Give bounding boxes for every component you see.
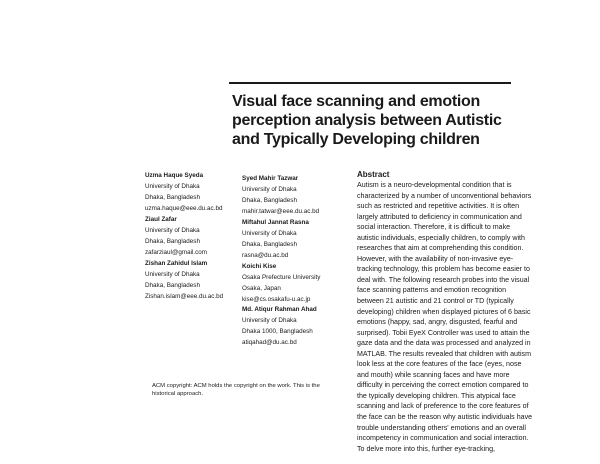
author-email: uzma.haque@eee.du.ac.bd bbox=[145, 205, 223, 212]
title-line: and Typically Developing children bbox=[232, 131, 480, 148]
author-block bbox=[145, 170, 222, 214]
author-name: Ziaul Zafar bbox=[145, 216, 177, 223]
abstract-line: face scanning patterns and emotion recognition bbox=[357, 286, 507, 295]
author-name: Syed Mahir Tazwar bbox=[242, 175, 299, 182]
author-location: Dhaka, Bangladesh bbox=[145, 282, 200, 289]
author-email: atiqahad@du.ac.bd bbox=[242, 339, 297, 346]
abstract-line: MATLAB. The results revealed that children with autism bbox=[357, 349, 532, 358]
author-affiliation: University of Dhaka bbox=[242, 230, 297, 237]
author-email: rasna@du.ac.bd bbox=[242, 252, 289, 259]
abstract-line: deal with. The following research probes into the visual bbox=[357, 275, 530, 284]
author-block bbox=[145, 258, 223, 302]
abstract-line: the face can be the reason why autistic individuals have bbox=[357, 413, 533, 422]
author-block bbox=[242, 217, 309, 261]
paper-title bbox=[232, 92, 532, 149]
abstract-line: gaze data and the data was processed and analyzed in bbox=[357, 339, 531, 348]
abstract-heading: Abstract bbox=[357, 170, 390, 179]
abstract-line: Autism is a neuro-developmental condition that is bbox=[357, 181, 512, 189]
author-block bbox=[242, 261, 320, 305]
abstract-line: social interaction. Therefore, it is difficult to make bbox=[357, 223, 511, 232]
author-location: Dhaka, Bangladesh bbox=[145, 194, 200, 201]
author-name: Zishan Zahidul Islam bbox=[145, 260, 208, 267]
author-location: Dhaka, Bangladesh bbox=[145, 238, 200, 245]
title-rule bbox=[229, 82, 511, 84]
abstract-line: developing) children when displayed pictures of 6 basic bbox=[357, 307, 531, 316]
author-name: Koichi Kise bbox=[242, 263, 277, 270]
author-location: Dhaka, Bangladesh bbox=[242, 241, 297, 248]
abstract-line: autistic individuals, especially children, to comply with bbox=[357, 233, 525, 242]
author-email: kise@cs.osakafu-u.ac.jp bbox=[242, 296, 311, 303]
author-block bbox=[242, 304, 317, 348]
author-affiliation: University of Dhaka bbox=[242, 317, 297, 324]
abstract-line: To delve more into this, further eye-tracking, bbox=[357, 444, 495, 453]
author-affiliation: University of Dhaka bbox=[145, 271, 200, 278]
abstract-line: such as restricted and repetitive activities. It is often bbox=[357, 202, 520, 211]
author-block bbox=[145, 214, 207, 258]
abstract-line: scanning and lack of preference to the core features of bbox=[357, 402, 529, 411]
copyright-notice bbox=[152, 382, 320, 398]
author-email: zafarziaul@gmail.com bbox=[145, 249, 208, 256]
abstract-line: difficulty in perceiving the correct emotion compared to bbox=[357, 381, 529, 390]
abstract-body bbox=[357, 180, 597, 454]
title-line: perception analysis between Autistic bbox=[232, 112, 502, 129]
author-name: Miftahul Jannat Rasna bbox=[242, 219, 309, 226]
author-email: Zishan.islam@eee.du.ac.bd bbox=[145, 293, 224, 300]
abstract-line: incompetency in communication and social interaction. bbox=[357, 434, 529, 443]
author-block bbox=[242, 173, 319, 217]
abstract-line: However, with the availability of non-invasive eye- bbox=[357, 254, 514, 263]
copyright-line: historical approach. bbox=[152, 391, 204, 397]
abstract-line: the typically developing children. This atypical face bbox=[357, 391, 516, 400]
author-name: Uzma Haque Syeda bbox=[145, 172, 204, 179]
title-line: Visual face scanning and emotion bbox=[232, 93, 480, 110]
abstract-line: surprised). Tobii EyeX Controller was used to attain the bbox=[357, 328, 530, 337]
author-affiliation: Osaka Prefecture University bbox=[242, 274, 321, 281]
author-email: mahir.tatwar@eee.du.ac.bd bbox=[242, 208, 320, 215]
abstract-line: between 21 autistic and 21 control or TD (typically bbox=[357, 297, 514, 306]
author-location: Dhaka 1000, Bangladesh bbox=[242, 328, 313, 335]
abstract-line: emotions (happy, sad, angry, disgusted, fearful and bbox=[357, 318, 518, 327]
author-affiliation: University of Dhaka bbox=[145, 183, 200, 190]
abstract-line: trouble understanding others' emotions and an overall bbox=[357, 423, 526, 432]
abstract-line: researches that aim at comprehending this condition. bbox=[357, 244, 524, 253]
author-affiliation: University of Dhaka bbox=[242, 186, 297, 193]
abstract-line: and mouth) while scanning faces and have more bbox=[357, 370, 510, 379]
copyright-line: ACM copyright: ACM holds the copyright on the work. This is the bbox=[152, 383, 320, 389]
author-name: Md. Atiqur Rahman Ahad bbox=[242, 306, 317, 313]
author-affiliation: University of Dhaka bbox=[145, 227, 200, 234]
author-location: Osaka, Japan bbox=[242, 285, 281, 292]
abstract-line: characterized by a number of unconventional behaviors bbox=[357, 191, 532, 200]
abstract-line: look less at the core features of the face (eyes, nose bbox=[357, 360, 522, 369]
abstract-line: largely attributed to deficiency in communication and bbox=[357, 212, 522, 221]
abstract-line: tracking technology, this problem has become easier to bbox=[357, 265, 530, 274]
author-location: Dhaka, Bangladesh bbox=[242, 197, 297, 204]
